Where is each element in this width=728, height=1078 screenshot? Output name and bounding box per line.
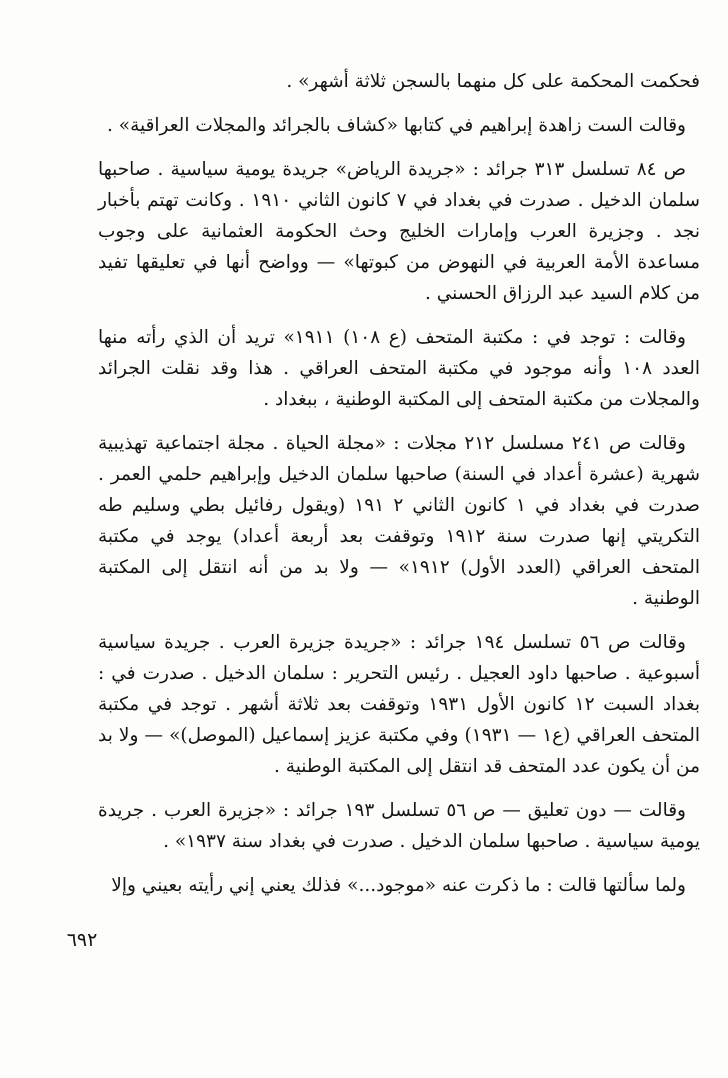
paragraph-5: وقالت ص ٢٤١ مسلسل ٢١٢ مجلات : «مجلة الحياة . مجلة اجتماعية تهذيبية شهرية (عشرة أعداد في السنة) صاحبها سلمان الدخيل وإبراهيم حلمي العمر . صدرت في بغداد في ١ كانون الثاني ٢ ١٩١ (ويقول رفائيل بطي وسليم طه التكريتي إنها صدرت سنة ١٩١٢ وتوقفت بعد أربعة أعداد) يوجد في مكتبة المتحف العراقي (العدد الأول) ١٩١٢» — ولا بد من أنه انتقل إلى المكتبة الوطنية .: [98, 433, 700, 609]
paragraph-4: وقالت : توجد في : مكتبة المتحف (ع ١٠٨) ١٩١١» تريد أن الذي رأته منها العدد ١٠٨ وأنه موجود في مكتبة المتحف العراقي . هذا وقد نقلت الجرائد والمجلات من مكتبة المتحف إلى المكتبة الوطنية ، ببغداد .: [98, 327, 701, 410]
paragraph-8: ولما سألتها قالت : ما ذكرت عنه «موجود...» فذلك يعني إني رأيته بعيني وإلا: [111, 875, 686, 896]
page-number: ٦٩٢: [66, 929, 98, 951]
paragraph-2: وقالت الست زاهدة إبراهيم في كتابها «كشاف بالجرائد والمجلات العراقية» .: [106, 115, 686, 136]
paragraph-3: ص ٨٤ تسلسل ٣١٣ جرائد : «جريدة الرياض» جريدة يومية سياسية . صاحبها سلمان الدخيل . صدرت في بغداد في ٧ كانون الثاني ١٩١٠ . وكانت تهتم بأخبار نجد . وجزيرة العرب وإمارات الخليج وحث الحكومة العثمانية على وجوب مساعدة الأمة العربية في النهوض من كبوتها» — وواضح أنها في تعليقها تفيد من كلام السيد عبد الرزاق الحسني .: [98, 159, 700, 304]
body-text: [98, 66, 700, 914]
paragraph-1: فحكمت المحكمة على كل منهما بالسجن ثلاثة أشهر» .: [286, 71, 700, 92]
paragraph-7: وقالت — دون تعليق — ص ٥٦ تسلسل ١٩٣ جرائد : «جزيرة العرب . جريدة يومية سياسية . صاحبها سلمان الدخيل . صدرت في بغداد سنة ١٩٣٧» .: [98, 800, 700, 852]
paragraph-6: وقالت ص ٥٦ تسلسل ١٩٤ جرائد : «جريدة جزيرة العرب . جريدة سياسية أسبوعية . صاحبها داود العجيل . رئيس التحرير : سلمان الدخيل . صدرت في : بغداد السبت ١٢ كانون الأول ١٩٣١ وتوقفت بعد ثلاثة أشهر . توجد في مكتبة المتحف العراقي (ع١ — ١٩٣١) وفي مكتبة عزيز إسماعيل (الموصل)» — ولا بد من أن يكون عدد المتحف قد انتقل إلى المكتبة الوطنية .: [98, 632, 700, 777]
